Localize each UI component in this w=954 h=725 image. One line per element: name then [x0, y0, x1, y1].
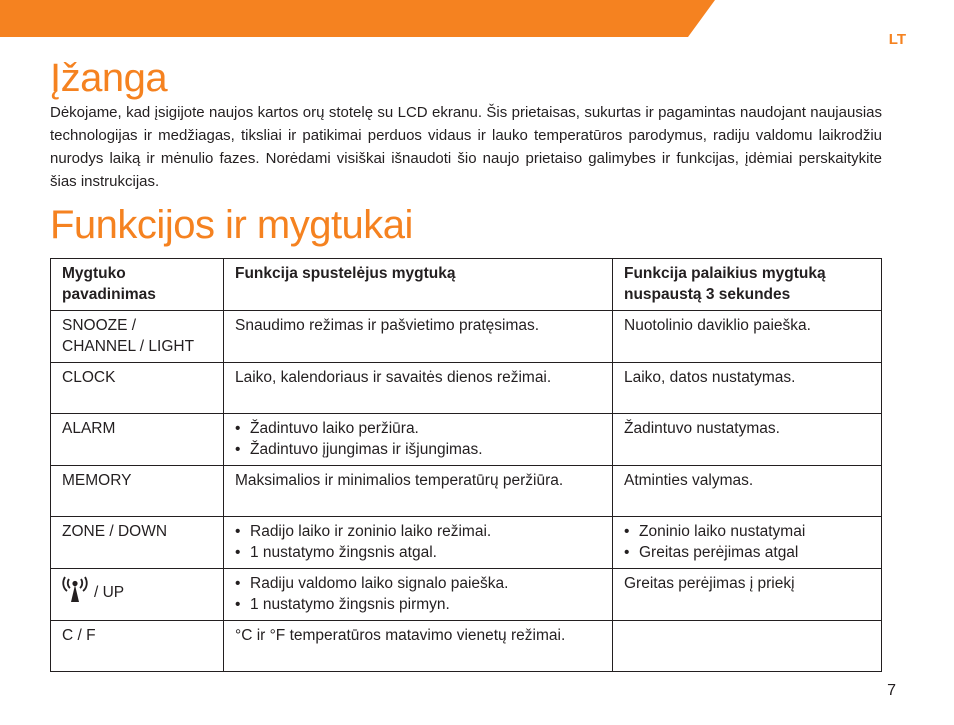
table-row [51, 363, 882, 414]
hold-function-cell: Nuotolinio daviklio paieška. [613, 311, 882, 363]
table-row [51, 311, 882, 363]
header-press-function: Funkcija spustelėjus mygtuką [224, 259, 613, 311]
button-name-cell: ZONE / DOWN [51, 517, 224, 569]
radio-signal-tower-icon [62, 573, 88, 603]
table-row [51, 517, 882, 569]
hold-function-cell: Greitas perėjimas į priekį [613, 569, 882, 621]
press-function-cell: Laiko, kalendoriaus ir savaitės dienos režimai. [224, 363, 613, 414]
list-item: • Greitas perėjimas atgal [624, 542, 871, 563]
press-function-list [235, 418, 602, 460]
list-item: • Žadintuvo įjungimas ir išjungimas. [235, 439, 602, 460]
language-tag: LT [888, 31, 906, 48]
press-function-cell: °C ir °F temperatūros matavimo vienetų režimai. [224, 621, 613, 672]
hold-function-cell: Laiko, datos nustatymas. [613, 363, 882, 414]
button-name-cell: MEMORY [51, 466, 224, 517]
header-orange-band [0, 0, 954, 38]
list-item: • Radiju valdomo laiko signalo paieška. [235, 573, 602, 594]
table-row [51, 621, 882, 672]
press-function-cell: Snaudimo režimas ir pašvietimo pratęsimas. [224, 311, 613, 363]
table-row [51, 569, 882, 621]
button-name-cell: SNOOZE / CHANNEL / LIGHT [51, 311, 224, 363]
list-item: • Zoninio laiko nustatymai [624, 521, 871, 542]
press-function-cell [224, 569, 613, 621]
button-name-label: / UP [94, 584, 125, 601]
press-function-list [235, 521, 602, 563]
list-item: • 1 nustatymo žingsnis pirmyn. [235, 594, 602, 615]
hold-function-cell: Žadintuvo nustatymas. [613, 414, 882, 466]
hold-function-list [624, 521, 871, 563]
table-row [51, 466, 882, 517]
button-name-cell: CLOCK [51, 363, 224, 414]
press-function-cell [224, 517, 613, 569]
press-function-list [235, 573, 602, 615]
intro-paragraph: Dėkojame, kad įsigijote naujos kartos orų stotelę su LCD ekranu. Šis prietaisas, sukurtas ir pagamintas naudojant naujausias technologijas ir medžiagas, tiksliai ir patikimai perduos vidaus ir lauko temperatūros parodymus, radiju valdomu laikrodžiu nurodys laiką ir mėnulio fazes. Norėdami visiškai išnaudoti šio naujo prietaiso galimybes ir funkcijas, įdėmiai perskaitykite šias instrukcijas. [50, 104, 882, 190]
header-button-name: Mygtuko pavadinimas [51, 259, 224, 311]
button-name-cell: C / F [51, 621, 224, 672]
header-hold-function: Funkcija palaikius mygtuką nuspaustą 3 sekundes [613, 259, 882, 311]
hold-function-cell [613, 517, 882, 569]
button-name-cell [51, 569, 224, 621]
press-function-cell: Maksimalios ir minimalios temperatūrų peržiūra. [224, 466, 613, 517]
page-number: 7 [887, 682, 896, 699]
intro-heading: Įžanga [50, 56, 168, 100]
table-header-row [51, 259, 882, 311]
press-function-cell [224, 414, 613, 466]
list-item: • Žadintuvo laiko peržiūra. [235, 418, 602, 439]
functions-heading: Funkcijos ir mygtukai [50, 203, 413, 247]
button-name-cell: ALARM [51, 414, 224, 466]
list-item: • 1 nustatymo žingsnis atgal. [235, 542, 602, 563]
table-row [51, 414, 882, 466]
hold-function-cell [613, 621, 882, 672]
functions-table [50, 258, 882, 672]
list-item: • Radijo laiko ir zoninio laiko režimai. [235, 521, 602, 542]
hold-function-cell: Atminties valymas. [613, 466, 882, 517]
